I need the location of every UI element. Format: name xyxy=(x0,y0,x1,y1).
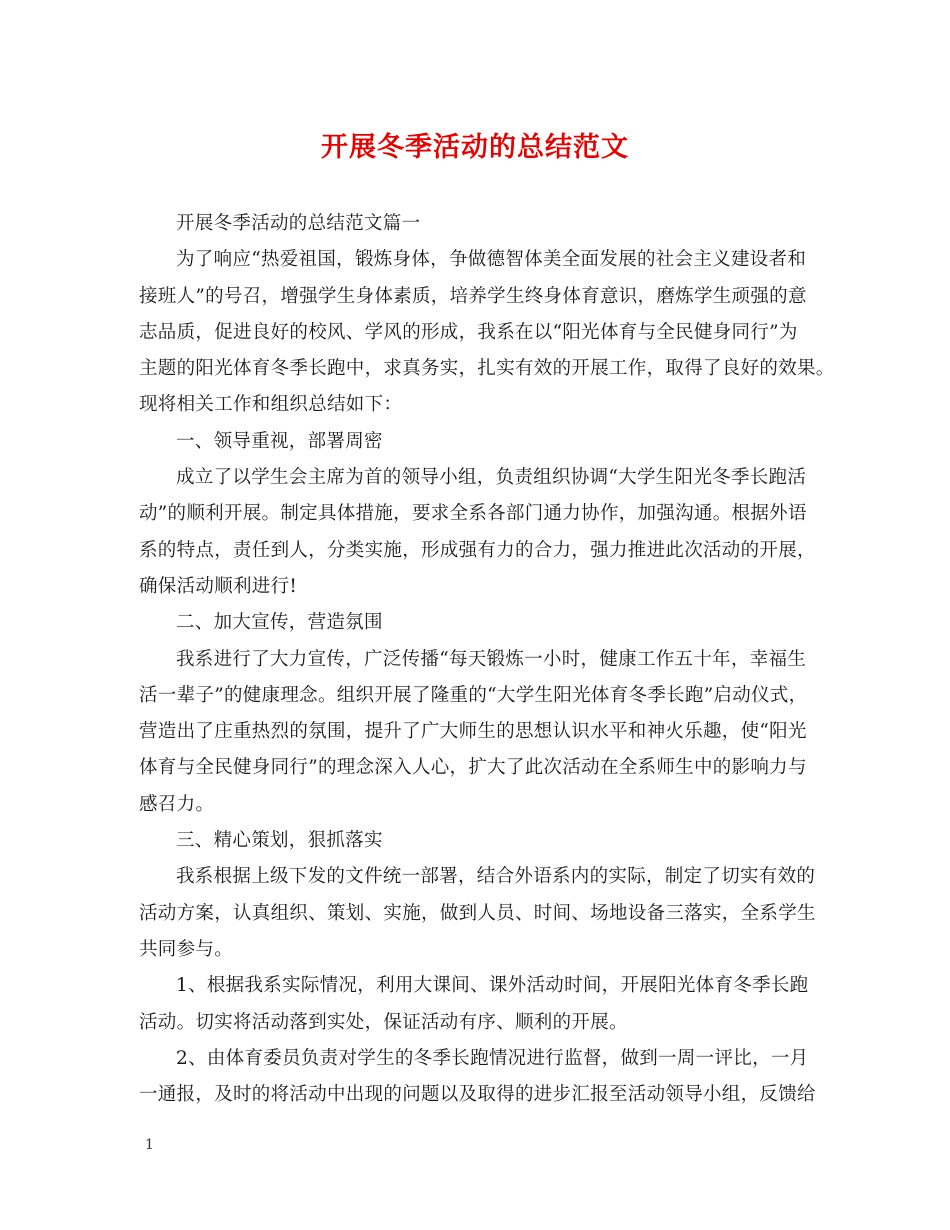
paragraph-line: 活动方案，认真组织、策划、实施，做到人员、时间、场地设备三落实，全系学生 xyxy=(139,902,816,924)
paragraph-line: 2、由体育委员负责对学生的冬季长跑情况进行监督，做到一周一评比，一月 xyxy=(176,1047,809,1069)
paragraph-line: 接班人”的号召，增强学生身体素质，培养学生终身体育意识，磨炼学生顽强的意 xyxy=(139,285,807,307)
paragraph-line: 动”的顺利开展。制定具体措施，要求全系各部门通力协作，加强沟通。根据外语 xyxy=(139,503,807,525)
paragraph-line: 现将相关工作和组织总结如下： xyxy=(139,394,403,416)
paragraph-line: 活动。切实将活动落到实处，保证活动有序、顺利的开展。 xyxy=(139,1011,628,1033)
paragraph-line: 我系进行了大力宣传，广泛传播“每天锻炼一小时，健康工作五十年，幸福生 xyxy=(176,648,807,670)
paragraph-line: 1、根据我系实际情况，利用大课间、课外活动时间，开展阳光体育冬季长跑 xyxy=(176,975,809,997)
paragraph-line: 三、精心策划，狠抓落实 xyxy=(176,830,383,852)
document-title: 开展冬季活动的总结范文 xyxy=(321,132,629,163)
paragraph-line: 志品质，促进良好的校风、学风的形成，我系在以“阳光体育与全民健身同行”为 xyxy=(139,321,798,343)
paragraph-line: 系的特点，责任到人，分类实施，形成强有力的合力，强力推进此次活动的开展， xyxy=(139,539,816,561)
paragraph-line: 成立了以学生会主席为首的领导小组，负责组织协调“大学生阳光冬季长跑活 xyxy=(176,467,807,489)
paragraph-line: 确保活动顺利进行! xyxy=(139,575,298,597)
paragraph-line: 体育与全民健身同行”的理念深入人心，扩大了此次活动在全系师生中的影响力与 xyxy=(139,757,807,779)
paragraph-line: 为了响应“热爱祖国，锻炼身体，争做德智体美全面发展的社会主义建设者和 xyxy=(176,249,807,271)
paragraph-line: 感召力。 xyxy=(139,793,215,815)
paragraph-line: 一通报，及时的将活动中出现的问题以及取得的进步汇报至活动领导小组，反馈给 xyxy=(139,1084,816,1106)
paragraph-line: 一、领导重视，部署周密 xyxy=(176,430,383,452)
paragraph-line: 开展冬季活动的总结范文篇一 xyxy=(176,213,421,234)
paragraph-line: 活一辈子”的健康理念。组织开展了隆重的“大学生阳光体育冬季长跑”启动仪式， xyxy=(139,684,808,706)
paragraph-line: 共同参与。 xyxy=(139,938,234,960)
document-body xyxy=(139,206,835,1113)
paragraph-line: 我系根据上级下发的文件统一部署，结合外语系内的实际，制定了切实有效的 xyxy=(176,866,816,888)
page-number: 1 xyxy=(145,1137,154,1153)
paragraph-line: 二、加大宣传，营造氛围 xyxy=(176,612,383,634)
paragraph-line: 主题的阳光体育冬季长跑中，求真务实，扎实有效的开展工作，取得了良好的效果。 xyxy=(139,358,835,380)
paragraph-line: 营造出了庄重热烈的氛围，提升了广大师生的思想认识水平和神火乐趣，使“阳光 xyxy=(139,721,807,743)
